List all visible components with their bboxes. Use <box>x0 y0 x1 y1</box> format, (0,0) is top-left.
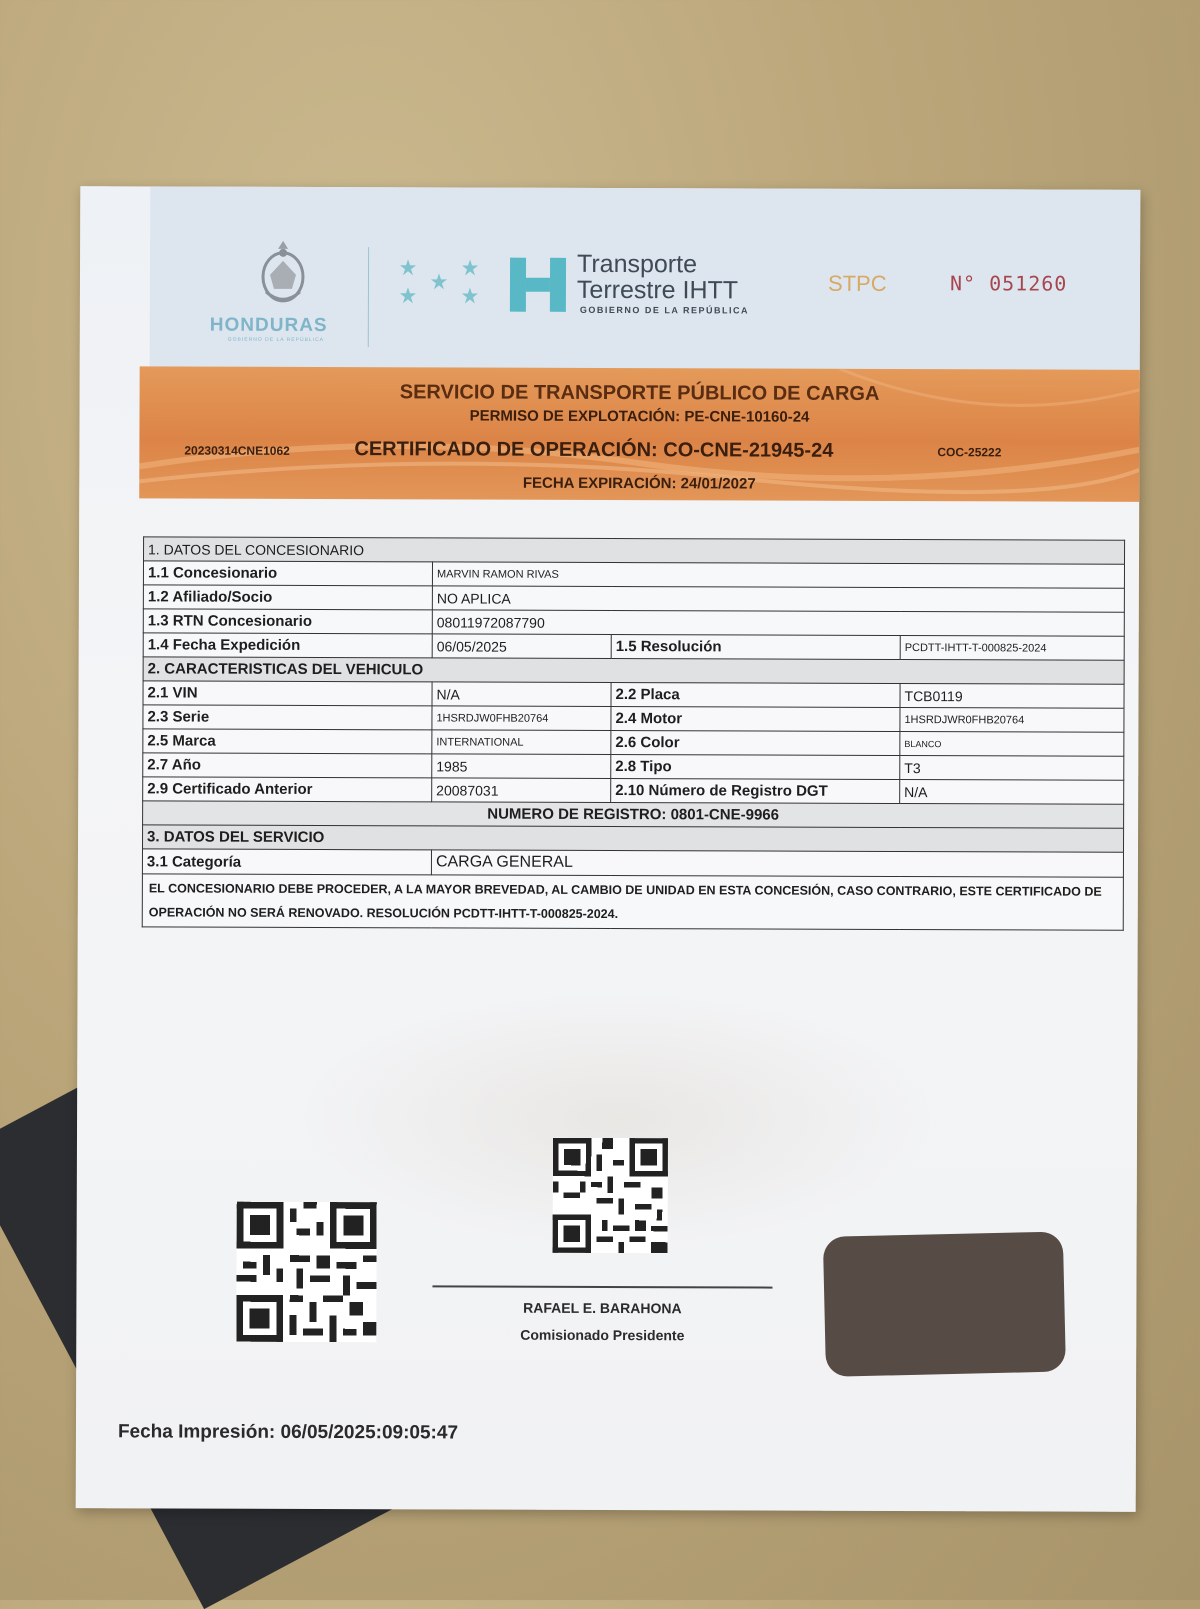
color-value: BLANCO <box>900 732 1124 757</box>
placa-label: 2.2 Placa <box>611 683 900 708</box>
section1-title: 1. DATOS DEL CONCESIONARIO <box>144 537 1125 564</box>
rtn-label: 1.3 RTN Concesionario <box>143 609 432 634</box>
marca-value: INTERNATIONAL <box>432 730 611 755</box>
resolucion-value: PCDTT-IHTT-T-000825-2024 <box>900 636 1124 661</box>
certificate-data-table <box>142 536 1125 930</box>
fecha-expiracion: FECHA EXPIRACIÓN: 24/01/2027 <box>522 474 756 493</box>
vin-label: 2.1 VIN <box>143 681 432 706</box>
stpc-label: STPC <box>827 270 887 296</box>
section3-title: 3. DATOS DEL SERVICIO <box>142 825 1123 852</box>
certificado-anterior-value: 20087031 <box>432 778 611 803</box>
afiliado-value: NO APLICA <box>432 586 1124 612</box>
serie-value: 1HSRDJW0FHB20764 <box>432 706 611 731</box>
table-row <box>144 537 1125 564</box>
concesionario-value: MARVIN RAMON RIVAS <box>432 562 1124 588</box>
title-band <box>139 366 1139 501</box>
placa-value: TCB0119 <box>900 684 1124 709</box>
certificate-document <box>76 186 1141 1512</box>
fecha-impresion: Fecha Impresión: 06/05/2025:09:05:47 <box>117 1421 459 1444</box>
table-row <box>143 609 1124 636</box>
table-row <box>143 681 1124 708</box>
left-code: 20230314CNE1062 <box>184 443 290 458</box>
table-row <box>143 561 1124 588</box>
table-row <box>143 705 1124 732</box>
certificado-operacion: CERTIFICADO DE OPERACIÓN: CO-CNE-21945-24 <box>354 438 834 462</box>
table-row <box>142 825 1123 852</box>
permiso-explotacion: PERMISO DE EXPLOTACIÓN: PE-CNE-10160-24 <box>469 407 810 426</box>
table-row <box>142 849 1123 877</box>
table-row <box>143 585 1124 612</box>
table-row <box>143 657 1124 684</box>
signer-name: RAFAEL E. BARAHONA <box>523 1299 682 1317</box>
renewal-notice: EL CONCESIONARIO DEBE PROCEDER, A LA MAYOR BREVEDAD, AL CAMBIO DE UNIDAD EN ESTA CONCESIÓN, CASO CONTRARIO, ESTE CERTIFICADO DE OPERACIÓN NO SERÁ RENOVADO. RESOLUCIÓN PCDTT-IHTT-T-000825-2024. <box>142 874 1123 930</box>
vin-value: N/A <box>432 682 611 707</box>
table-row <box>143 753 1124 780</box>
tipo-label: 2.8 Tipo <box>611 755 900 780</box>
categoria-value: CARGA GENERAL <box>431 850 1123 877</box>
concesionario-label: 1.1 Concesionario <box>143 561 432 586</box>
right-code: COC-25222 <box>937 445 1002 460</box>
redacted-patch <box>823 1231 1066 1376</box>
signer-title: Comisionado Presidente <box>520 1326 685 1344</box>
anio-value: 1985 <box>432 754 611 779</box>
brand-subtitle: GOBIERNO DE LA REPÚBLICA <box>579 304 750 316</box>
table-row <box>143 729 1124 756</box>
categoria-label: 3.1 Categoría <box>142 849 431 875</box>
serie-label: 2.3 Serie <box>143 705 432 730</box>
qr-code-left-icon <box>236 1202 376 1342</box>
marca-label: 2.5 Marca <box>143 729 432 754</box>
tipo-value: T3 <box>900 756 1124 781</box>
ihtt-h-logo-icon <box>508 256 568 314</box>
certificado-anterior-label: 2.9 Certificado Anterior <box>143 777 432 802</box>
honduras-logo-text: HONDURAS <box>209 314 328 337</box>
motor-value: 1HSRDJWR0FHB20764 <box>900 708 1124 733</box>
registro-dgt-value: N/A <box>900 780 1124 805</box>
table-row <box>142 874 1123 930</box>
honduras-logo-subtext: GOBIERNO DE LA REPÚBLICA <box>227 336 325 344</box>
table-row <box>143 777 1124 804</box>
afiliado-label: 1.2 Afiliado/Socio <box>143 585 432 610</box>
fecha-expedicion-label: 1.4 Fecha Expedición <box>143 633 432 658</box>
color-label: 2.6 Color <box>611 731 900 756</box>
fecha-expedicion-value: 06/05/2025 <box>432 634 611 659</box>
brand-title-line2: Terrestre IHTT <box>576 275 739 305</box>
brand-title-line1: Transporte <box>576 249 698 279</box>
table-row <box>143 633 1124 660</box>
registro-dgt-label: 2.10 Número de Registro DGT <box>611 779 900 804</box>
resolucion-label: 1.5 Resolución <box>611 635 900 660</box>
qr-code-center-icon <box>553 1138 668 1253</box>
signature-line <box>432 1285 772 1288</box>
table-row <box>143 801 1124 828</box>
numero-registro: NUMERO DE REGISTRO: 0801-CNE-9966 <box>143 801 1124 828</box>
honduras-coat-of-arms-icon <box>248 237 318 312</box>
stars-icon <box>398 251 488 311</box>
section2-title: 2. CARACTERISTICAS DEL VEHICULO <box>143 657 1124 684</box>
service-title: SERVICIO DE TRANSPORTE PÚBLICO DE CARGA <box>399 381 880 405</box>
anio-label: 2.7 Año <box>143 753 432 778</box>
rtn-value: 08011972087790 <box>432 610 1124 636</box>
motor-label: 2.4 Motor <box>611 707 900 732</box>
serial-number: N° 051260 <box>949 271 1068 296</box>
